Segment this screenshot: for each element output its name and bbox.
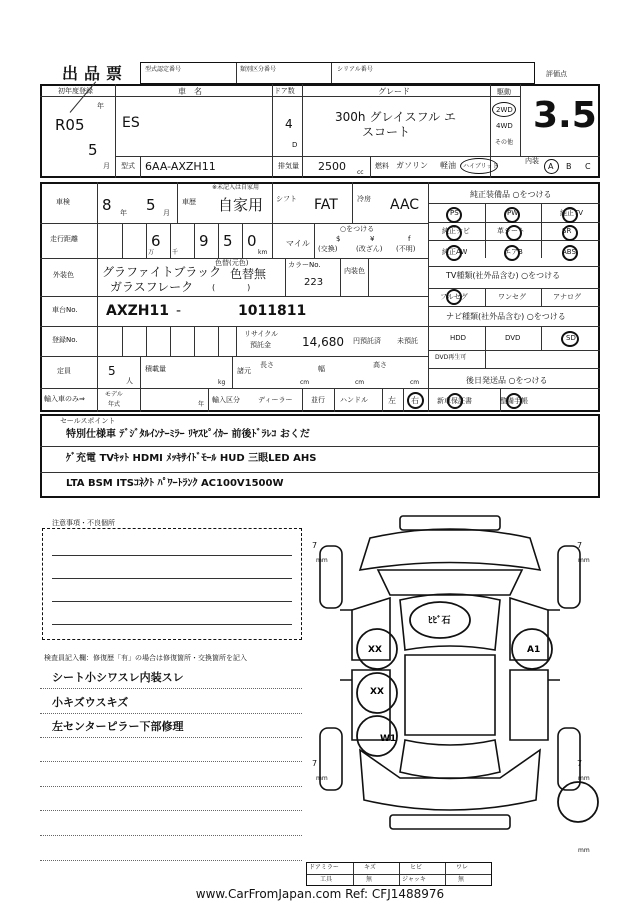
fuel-light: 軽油 — [440, 161, 456, 170]
drive-4wd: 4WD — [496, 122, 513, 130]
handle-right-circle — [407, 392, 424, 409]
legend-scratch: キズ — [364, 864, 376, 871]
history-note: ※未記入は自家用 — [212, 184, 260, 191]
doors-value: 4 — [285, 117, 293, 131]
format-no-label: 型式認定番号 — [145, 66, 182, 73]
car-name: ES — [122, 115, 140, 131]
interior-label: 内装 — [525, 157, 539, 165]
handle-left: 左 — [388, 396, 396, 405]
color-code-label: カラーNo. — [288, 261, 321, 269]
later-manual: 新車保証書 — [437, 397, 472, 405]
notes-label: 注意事項・不良個所 — [52, 519, 115, 527]
sales-label: セールスポイント — [60, 417, 116, 425]
notes-line1: シート小シワスレ内装スレ — [52, 671, 184, 684]
disp-value: 2500 — [318, 160, 346, 173]
model-label: 型式 — [121, 162, 135, 170]
damage-xx-2: XX — [370, 687, 384, 697]
tv-fullseg: フルセグ — [440, 293, 468, 301]
mileage-yen: ¥ — [370, 235, 375, 243]
interior-c: C — [585, 162, 591, 171]
legend-crack: ヒビ — [410, 864, 423, 871]
inspector-label: 検査員記入欄：修復歴「有」の場合は修復箇所・交換箇所を記入 — [44, 654, 247, 662]
interior-b: B — [566, 162, 572, 171]
drive-other: その他 — [495, 139, 514, 146]
color-code: 223 — [304, 277, 324, 288]
later-record: 整備手帳 — [500, 397, 528, 405]
drive-2wd-circle — [492, 102, 516, 117]
import-label: 輸入車のみ⇒ — [44, 395, 85, 403]
load-unit: kg — [218, 379, 226, 386]
import-dealer: ディーラー — [258, 396, 293, 404]
reg-month-unit: 月 — [103, 162, 110, 170]
model-value: 6AA-AXZH11 — [145, 160, 216, 173]
interior-a: A — [548, 162, 554, 171]
dim-wid-cm: cm — [355, 379, 365, 386]
mileage-d4: 0 — [247, 232, 257, 250]
equip-leather-circle — [506, 225, 522, 241]
cap-unit: 人 — [126, 377, 133, 385]
color-line1: グラファイトブラック — [102, 265, 222, 279]
reg-era: R05 — [55, 116, 85, 134]
ac-value: AAC — [390, 197, 420, 213]
tv-oneseg: ワンセグ — [498, 293, 526, 301]
chassis-model: AXZH11 — [106, 303, 169, 319]
fuel-label: 燃料 — [375, 162, 389, 170]
load-label: 積載量 — [145, 365, 166, 373]
doors-label: ドア数 — [274, 87, 295, 95]
sales-line2: ｹﾞ充電 TVｷｯﾄ HDMI ﾒｯｷｻｲﾄﾞﾓｰﾙ HUD 三眼LED AHS — [66, 453, 317, 464]
nav-sd-circle — [561, 331, 579, 347]
tread-rl: 7 — [312, 759, 318, 768]
recycle-value: 14,680 — [302, 335, 344, 349]
chassis-serial: 1011811 — [238, 303, 307, 319]
legend-jack: ジャッキ — [402, 876, 426, 883]
mileage-label: 走行距離 — [50, 235, 78, 243]
inspect-month: 5 — [146, 196, 156, 214]
score-value: 3.5 — [533, 95, 597, 136]
grade-line1: 300h グレイスフル エ — [335, 110, 456, 124]
mileage-d3: 5 — [223, 232, 233, 250]
inspect-month-unit: 月 — [163, 209, 170, 217]
fuel-gas: ガソリン — [396, 161, 428, 170]
tv-analog: アナログ — [553, 293, 581, 301]
form-title: 出品票 — [62, 64, 129, 83]
mileage-exch: (交換) — [318, 245, 338, 253]
equip-pw-circle — [504, 207, 520, 223]
reg-month: 5 — [88, 141, 98, 159]
color-orig-value: 色替無 — [230, 267, 267, 281]
dim-hgt-cm: cm — [410, 379, 420, 386]
equip-sr-circle — [562, 225, 578, 241]
windshield-note: ﾋﾋﾞ石 — [428, 616, 451, 626]
tread-fl-unit: mm — [316, 557, 328, 564]
equip-leather: 革シート — [497, 227, 525, 235]
legend-none2: 無 — [458, 876, 465, 883]
color-line2: ガラスフレーク — [110, 280, 194, 294]
legend-none1: 無 — [366, 876, 373, 883]
chassis-dash: - — [176, 303, 182, 319]
equip-nav-circle — [446, 225, 462, 241]
inspect-label: 車検 — [56, 198, 70, 206]
fuel-hybrid: ハイブリッド — [463, 163, 499, 170]
sales-line3: LTA BSM ITSｺﾈｸﾄ ﾊﾟﾜｰﾄﾗﾝｸ AC100V1500W — [66, 478, 284, 489]
nav-hdd: HDD — [450, 334, 467, 342]
equip-nav: 純正ナビ — [442, 227, 470, 235]
dim-len-cm: cm — [300, 379, 310, 386]
damage-xx-1: XX — [368, 645, 382, 655]
mileage-man: 万 — [148, 249, 155, 256]
tv-fullseg-circle — [446, 289, 462, 305]
later-record-circle — [506, 393, 522, 409]
inspect-year: 8 — [102, 196, 112, 214]
equip-aw-circle — [446, 245, 462, 261]
equip-ps: PS — [450, 209, 459, 217]
equip-pw: PW — [507, 209, 519, 217]
equip-air-circle — [504, 245, 520, 261]
nav-dvd: DVD — [505, 334, 521, 342]
mileage-mark: ○をつける — [340, 225, 375, 233]
color-orig-label: 色替(元色) — [215, 259, 249, 267]
tread-rl-unit: mm — [316, 775, 328, 782]
reg-year-unit: 年 — [97, 102, 104, 110]
recycle-paid: 円預託済 — [353, 337, 381, 345]
regno-label: 登録No. — [52, 336, 78, 344]
damage-w1: W1 — [380, 734, 397, 744]
color-int-label: 内装色 — [344, 267, 365, 275]
equip-abs-circle — [562, 245, 578, 261]
recycle-label1: リサイクル — [244, 330, 279, 338]
import-class-label: 輸入区分 — [212, 396, 240, 404]
mileage-unknown: (不明) — [396, 245, 416, 253]
handle-right: 右 — [411, 396, 419, 405]
later-title: 後日発送品 ○をつける — [466, 376, 548, 385]
recycle-label2: 預託金 — [250, 341, 271, 349]
first-reg-label: 初年度登録 — [58, 87, 93, 95]
dim-wid: 幅 — [318, 365, 325, 373]
mileage-kaizan: (改ざん) — [356, 245, 383, 253]
watermark-ref: www.CarFromJapan.com Ref: CFJ1488976 — [0, 887, 640, 901]
fuel-hybrid-circle — [460, 158, 498, 174]
legend-tool: 工具 — [320, 876, 333, 883]
class-no-label: 類別区分番号 — [240, 66, 277, 73]
import-parallel: 並行 — [311, 396, 325, 404]
legend-split: ワレ — [456, 864, 469, 871]
later-manual-circle — [447, 393, 463, 409]
tread-rr-unit: mm — [578, 775, 590, 782]
drive-2wd: 2WD — [496, 106, 513, 114]
sales-line1: 特別仕様車 ﾃﾞｼﾞﾀﾙｲﾝﾅｰﾐﾗｰ ﾘﾔｽﾋﾟｲｶｰ 前後ﾄﾞﾗﾚｺ おくだ — [66, 429, 310, 440]
drive-label: 駆動 — [497, 88, 511, 96]
nav-title: ナビ種類(社外品含む) ○をつける — [446, 312, 566, 321]
equip-tv-circle — [562, 207, 578, 223]
score-label: 評価点 — [546, 70, 567, 78]
car-name-label: 車 名 — [178, 87, 202, 96]
import-model2: 年式 — [108, 401, 121, 408]
mileage-km: km — [258, 249, 268, 256]
history-label: 車歴 — [182, 198, 196, 206]
mileage-f: f — [408, 235, 411, 243]
notes-line2: 小キズウスキズ — [52, 696, 129, 709]
car-damage-diagram — [300, 510, 600, 860]
equip-ps-circle — [446, 207, 462, 223]
equip-sr: SR — [562, 227, 572, 235]
equip-tv: 純正TV — [560, 209, 584, 217]
mileage-mile: マイル — [286, 239, 310, 248]
cap-value: 5 — [108, 364, 116, 378]
shift-value: FAT — [314, 197, 338, 213]
ac-label: 冷房 — [357, 195, 371, 203]
equip-abs: ABS — [562, 248, 576, 256]
chassis-label: 車台No. — [52, 306, 78, 314]
mileage-sen: 千 — [172, 249, 179, 256]
dim-len: 長さ — [260, 361, 274, 369]
tv-title: TV種類(社外品含む) ○をつける — [446, 271, 561, 280]
nav-sd: SD — [566, 334, 576, 342]
grade-line2: スコート — [362, 125, 411, 139]
mileage-d2: 9 — [199, 232, 209, 250]
notes-line3: 左センターピラー下部修理 — [52, 720, 184, 733]
grade-label: グレード — [378, 87, 410, 96]
tread-fl: 7 — [312, 541, 318, 550]
disp-unit: cc — [357, 169, 364, 176]
color-label: 外装色 — [53, 271, 74, 279]
color-paren: ( ) — [212, 283, 251, 292]
tread-fr-unit: mm — [578, 557, 590, 564]
dim-hgt: 高さ — [373, 361, 387, 369]
import-year-unit: 年 — [198, 401, 205, 408]
inspect-year-unit: 年 — [120, 209, 127, 217]
mileage-d1: 6 — [151, 232, 161, 250]
damage-a1: A1 — [527, 645, 541, 655]
equip-title: 純正装備品 ○をつける — [470, 190, 552, 199]
handle-label: ハンドル — [340, 396, 368, 404]
tread-spare-unit: mm — [578, 847, 590, 854]
tread-rr: 7 — [577, 759, 583, 768]
legend-door-mirror: ドアミラー — [309, 864, 339, 871]
nav-dvdplay: DVD再生可 — [435, 354, 467, 361]
mileage-dollar: $ — [336, 235, 341, 243]
cap-label: 定員 — [57, 367, 71, 375]
history-value: 自家用 — [218, 196, 264, 214]
recycle-unpaid: 未預託 — [397, 337, 418, 345]
equip-air: エアB — [504, 248, 523, 256]
equip-aw: 純正AW — [442, 248, 468, 256]
import-model1: モデル — [105, 391, 123, 398]
door-unit: D — [292, 141, 298, 149]
serial-no-label: シリアル番号 — [337, 66, 373, 73]
dim-label: 諸元 — [237, 367, 251, 375]
disp-label: 排気量 — [278, 162, 299, 170]
tread-fr: 7 — [577, 541, 583, 550]
shift-label: シフト — [276, 195, 297, 203]
